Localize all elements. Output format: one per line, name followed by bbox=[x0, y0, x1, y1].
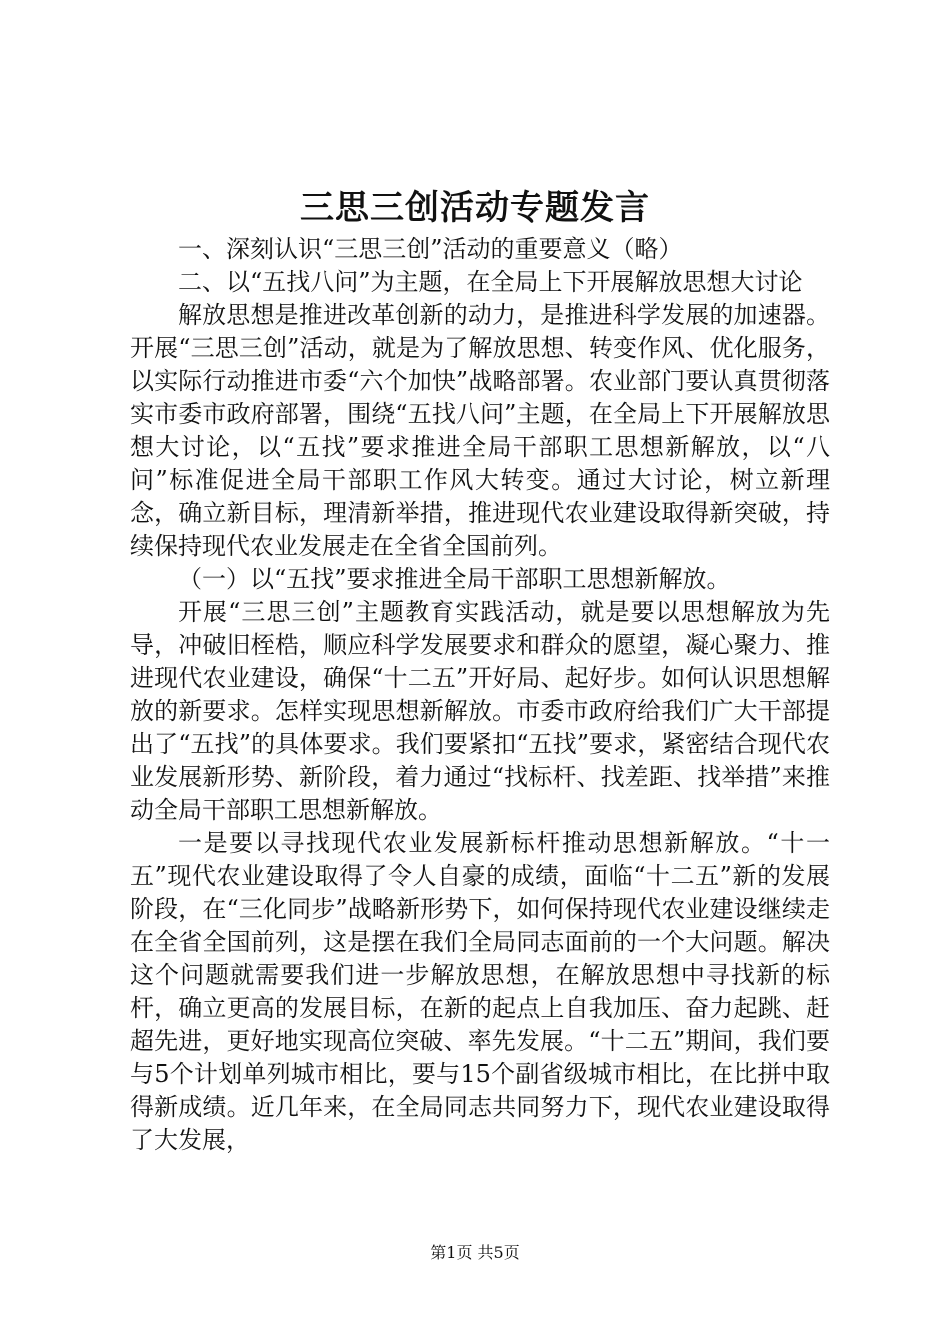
document-body bbox=[130, 233, 830, 1157]
body-paragraph: 一是要以寻找现代农业发展新标杆推动思想新解放。“十一五”现代农业建设取得了令人自豪的成绩，面临“十二五”新的发展阶段，在“三化同步”战略新形势下，如何保持现代农业建设继续走在全省全国前列，这是摆在我们全局同志面前的一个大问题。解决这个问题就需要我们进一步解放思想，在解放思想中寻找新的标杆，确立更高的发展目标，在新的起点上自我加压、奋力起跳、赶超先进，更好地实现高位突破、率先发展。“十二五”期间，我们要与5个计划单列城市相比，要与15个副省级城市相比，在比拼中取得新成绩。近几年来，在全局同志共同努力下，现代农业建设取得了大发展， bbox=[130, 829, 830, 1154]
subheading-one: （一）以“五找”要求推进全局干部职工思想新解放。 bbox=[178, 565, 731, 593]
heading-section-one: 一、深刻认识“三思三创”活动的重要意义（略） bbox=[178, 235, 683, 263]
body-paragraph: 开展“三思三创”主题教育实践活动，就是要以思想解放为先导，冲破旧桎梏，顺应科学发展要求和群众的愿望，凝心聚力、推进现代农业建设，确保“十二五”开好局、起好步。如何认识思想解放的新要求。怎样实现思想新解放。市委市政府给我们广大干部提出了“五找”的具体要求。我们要紧扣“五找”要求，紧密结合现代农业发展新形势、新阶段，着力通过“找标杆、找差距、找举措”来推动全局干部职工思想新解放。 bbox=[130, 598, 830, 824]
document-title: 三思三创活动专题发言 bbox=[300, 188, 650, 228]
heading-section-two: 二、以“五找八问”为主题，在全局上下开展解放思想大讨论 bbox=[178, 268, 803, 296]
body-paragraph: 解放思想是推进改革创新的动力，是推进科学发展的加速器。开展“三思三创”活动，就是为了解放思想、转变作风、优化服务，以实际行动推进市委“六个加快”战略部署。农业部门要认真贯彻落实市委市政府部署，围绕“五找八问”主题，在全局上下开展解放思想大讨论，以“五找”要求推进全局干部职工思想新解放，以“八问”标准促进全局干部职工作风大转变。通过大讨论，树立新理念，确立新目标，理清新举措，推进现代农业建设取得新突破，持续保持现代农业发展走在全省全国前列。 bbox=[130, 301, 830, 560]
page-footer: 第1页 共5页 bbox=[430, 1243, 520, 1262]
